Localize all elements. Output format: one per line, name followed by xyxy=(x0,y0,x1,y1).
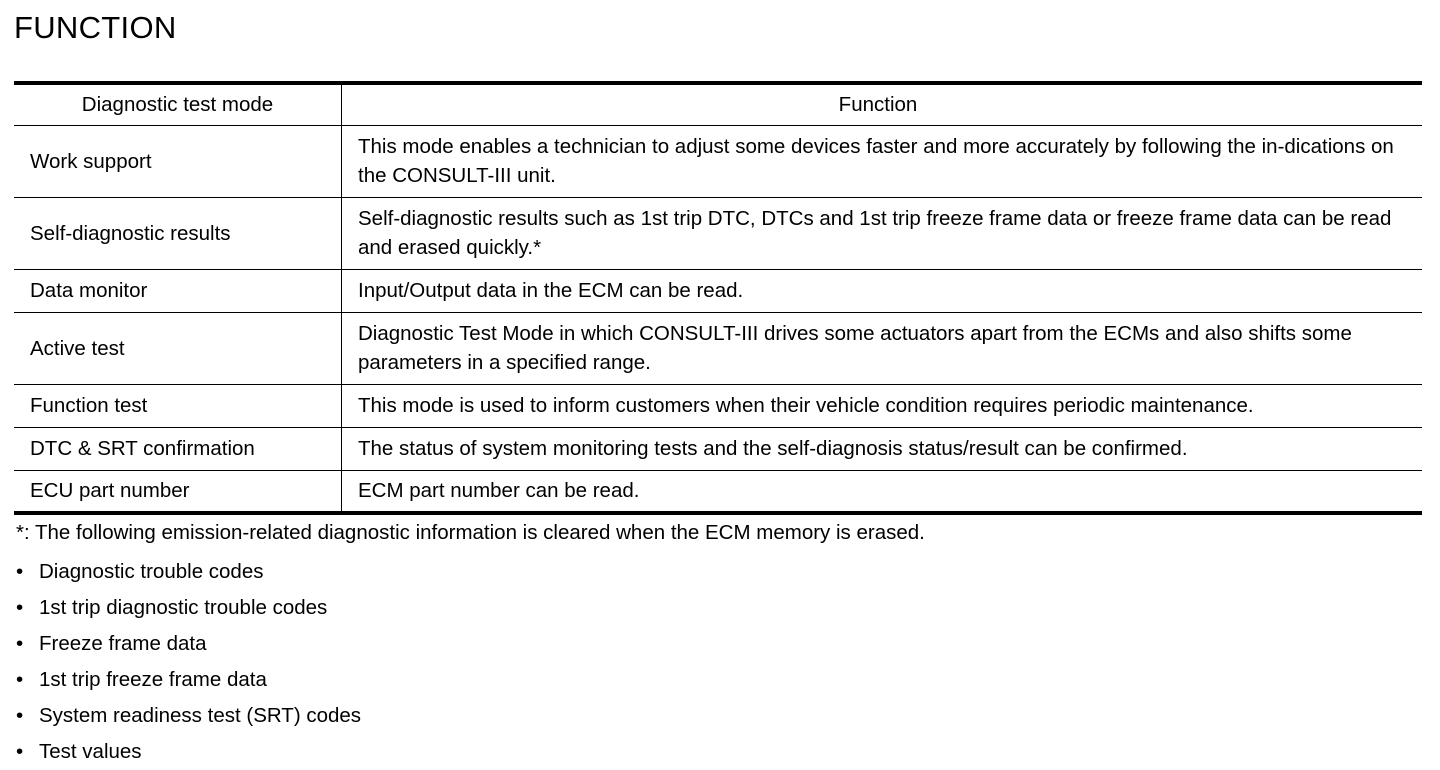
function-cell: This mode is used to inform customers when their vehicle condition requires periodic maintenance. xyxy=(342,384,1423,427)
list-item xyxy=(14,590,361,626)
list-item xyxy=(14,698,361,734)
table-row xyxy=(14,470,1422,513)
bullet-icon: • xyxy=(16,560,24,583)
bullet-icon: • xyxy=(16,596,24,619)
list-item xyxy=(14,626,361,662)
table-row xyxy=(14,384,1422,427)
table-row xyxy=(14,125,1422,197)
mode-cell: Work support xyxy=(14,125,342,197)
list-item-text: System readiness test (SRT) codes xyxy=(39,704,362,727)
list-item xyxy=(14,734,361,770)
list-item-text: Test values xyxy=(39,740,142,763)
list-item-text: 1st trip freeze frame data xyxy=(39,668,267,691)
column-header-mode: Diagnostic test mode xyxy=(14,83,342,125)
list-item xyxy=(14,662,361,698)
list-item-text: 1st trip diagnostic trouble codes xyxy=(39,596,328,619)
list-item-text: Freeze frame data xyxy=(39,632,207,655)
table-row xyxy=(14,312,1422,384)
list-item xyxy=(14,554,361,590)
function-cell: The status of system monitoring tests and the self-diagnosis status/result can be confirmed. xyxy=(342,427,1423,470)
table-header-row xyxy=(14,83,1422,125)
column-header-function: Function xyxy=(838,93,918,117)
bullet-list xyxy=(14,554,361,770)
mode-cell: Data monitor xyxy=(14,269,342,312)
mode-cell: Self-diagnostic results xyxy=(14,197,342,269)
function-cell: Input/Output data in the ECM can be read. xyxy=(342,269,1423,312)
page-title: FUNCTION xyxy=(14,10,177,45)
mode-cell: DTC & SRT confirmation xyxy=(14,427,342,470)
mode-cell: Function test xyxy=(14,384,342,427)
bullet-icon: • xyxy=(16,632,24,655)
bullet-icon: • xyxy=(16,740,24,763)
mode-cell: ECU part number xyxy=(14,470,342,513)
table-row xyxy=(14,269,1422,312)
bullet-icon: • xyxy=(16,668,24,691)
list-item-text: Diagnostic trouble codes xyxy=(39,560,264,583)
table-row xyxy=(14,427,1422,470)
table-row xyxy=(14,197,1422,269)
bullet-icon: • xyxy=(16,704,24,727)
mode-cell: Active test xyxy=(14,312,342,384)
function-cell: Diagnostic Test Mode in which CONSULT-III drives some actuators apart from the ECMs and also shifts some parameters in a specified range. xyxy=(342,312,1423,384)
function-cell: ECM part number can be read. xyxy=(342,470,1423,513)
footnote: *: The following emission-related diagnostic information is cleared when the ECM memory is erased. xyxy=(16,521,925,544)
function-cell: Self-diagnostic results such as 1st trip DTC, DTCs and 1st trip freeze frame data or freeze frame data can be read and erased quickly.* xyxy=(342,197,1423,269)
function-cell: This mode enables a technician to adjust some devices faster and more accurately by following the in-dications on the CONSULT-III unit. xyxy=(342,125,1423,197)
function-table xyxy=(14,81,1422,515)
